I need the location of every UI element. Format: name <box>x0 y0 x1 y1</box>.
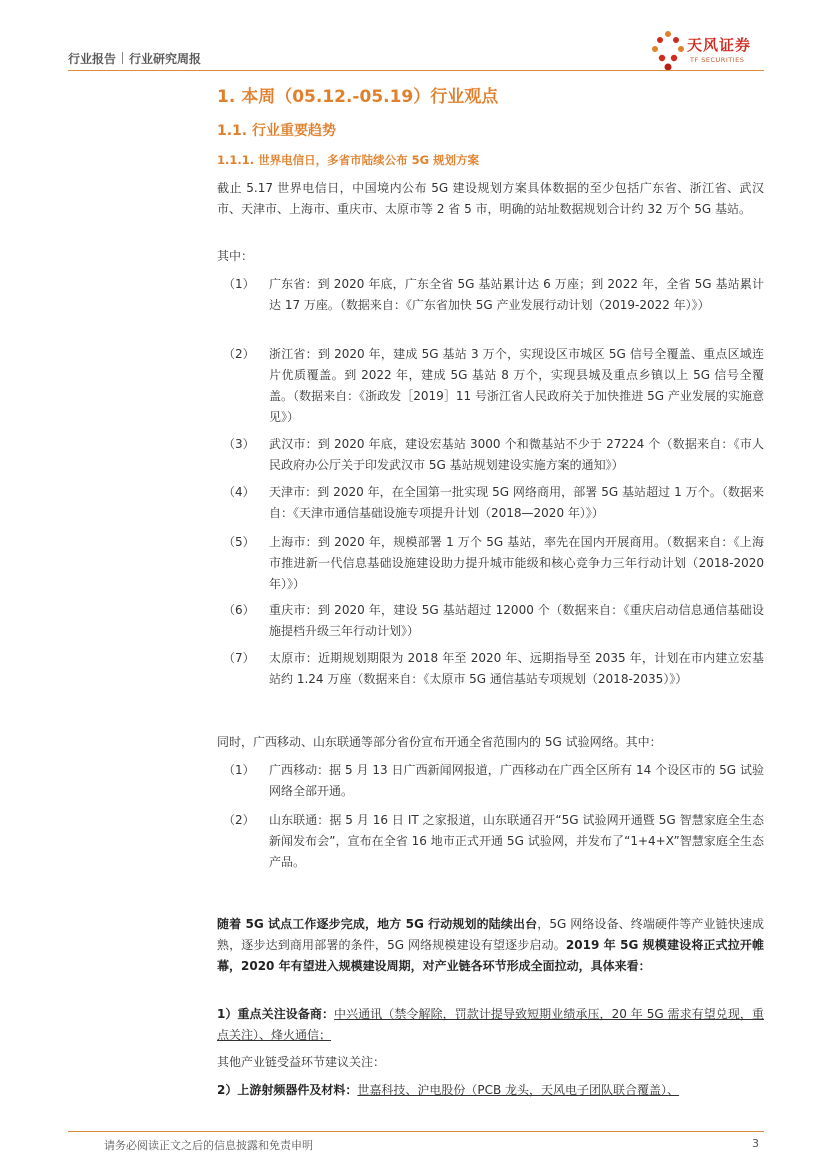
focus-label: 1）重点关注设备商： <box>217 1007 335 1021</box>
trial-intro: 同时，广西移动、山东联通等部分省份宣布开通全省范围内的 5G 试验网络。其中： <box>217 735 662 749</box>
tf-logo-icon <box>650 28 686 72</box>
other-label: 其他产业链受益环节建议关注： <box>217 1055 386 1069</box>
item-number: （6） <box>223 603 255 617</box>
focus-text: 中兴通讯（禁令解除，罚款计提导致短期业绩承压，20 年 5G 需求有望兑现，重点关注）、烽火通信； <box>217 1007 764 1042</box>
summary-normal-1: ，5G 网络设备、终端硬件等产业链快速成熟，逐步达到商用部署的条件，5G 网络规模建设有望逐步启动。 <box>217 917 764 952</box>
list-item <box>217 648 764 690</box>
item-text: 太原市：近期规划期限为 2018 年至 2020 年、远期指导至 2035 年，计划在市内建立宏基站约 1.24 万座（数据来自：《太原市 5G 通信基站专项规划（2018-2035）》） <box>269 651 764 686</box>
list-item <box>217 274 764 316</box>
list-item <box>217 532 764 595</box>
among-label: 其中： <box>217 249 254 263</box>
upstream-label: 2）上游射频器件及材料： <box>217 1083 358 1097</box>
item-text: 山东联通：据 5 月 16 日 IT 之家报道，山东联通召开“5G 试验网开通暨 5G 智慧家庭全生态新闻发布会”，宣布在全省 16 地市正式开通 5G 试验网，并发布了“1+4+X”智慧家庭全生态产品。 <box>269 813 764 869</box>
item-text: 武汉市：到 2020 年底，建设宏基站 3000 个和微基站不少于 27224 个（数据来自：《市人民政府办公厅关于印发武汉市 5G 基站规划建设实施方案的通知》） <box>269 437 764 472</box>
item-number: （2） <box>223 813 255 827</box>
footer-disclaimer: 请务必阅读正文之后的信息披露和免责申明 <box>104 1139 313 1152</box>
item-text: 上海市：到 2020 年，规模部署 1 万个 5G 基站，率先在国内开展商用。（数据来自：《上海市推进新一代信息基础设施建设助力提升城市能级和核心竞争力三年行动计划（2018-2020 年）》） <box>269 535 764 591</box>
list-item <box>217 600 764 642</box>
upstream-text: 世嘉科技、沪电股份（PCB 龙头，天风电子团队联合覆盖）、 <box>357 1083 680 1097</box>
item-number: （1） <box>223 763 255 777</box>
item-number: （2） <box>223 347 255 361</box>
tf-securities-logo <box>650 28 770 74</box>
item-text: 重庆市：到 2020 年，建设 5G 基站超过 12000 个（数据来自：《重庆启动信息通信基础设施提档升级三年行动计划》） <box>269 603 764 638</box>
list-item <box>217 434 764 476</box>
item-text: 广西移动：据 5 月 13 日广西新闻网报道，广西移动在广西全区所有 14 个设区市的 5G 试验网络全部开通。 <box>269 763 764 798</box>
item-text: 浙江省：到 2020 年，建成 5G 基站 3 万个，实现设区市城区 5G 信号全覆盖、重点区域连片优质覆盖。到 2022 年，建成 5G 基站 8 万个，实现县城及重点乡镇以上 5G 信号全覆盖。（数据来自：《浙政发［2019］11 号浙江省人民政府关于加快推进 5G 产业发展的实施意见》） <box>269 347 764 424</box>
list-item <box>217 760 764 802</box>
header-rule <box>68 70 764 71</box>
logo-text-en: TF SECURITIES <box>690 56 745 64</box>
summary-paragraph <box>217 914 764 977</box>
page-number: 3 <box>752 1137 759 1150</box>
item-number: （7） <box>223 651 255 665</box>
list-item <box>217 344 764 428</box>
footer-rule <box>68 1131 764 1132</box>
section-heading-3: 1.1.1. 世界电信日，多省市陆续公布 5G 规划方案 <box>217 153 480 167</box>
item-text: 天津市：到 2020 年，在全国第一批实现 5G 网络商用，部署 5G 基站超过 1 万个。（数据来自：《天津市通信基础设施专项提升计划（2018—2020 年）》） <box>269 485 764 520</box>
summary-bold-2: 2019 年 5G 规模建设将正式拉开帷幕，2020 年有望进入规模建设周期，对产业链各环节形成全面拉动，具体来看： <box>217 938 764 973</box>
item-number: （3） <box>223 437 255 451</box>
item-number: （5） <box>223 535 255 549</box>
list-item <box>217 482 764 524</box>
logo-text-cn: 天风证券 <box>687 36 752 54</box>
report-category <box>68 50 201 67</box>
subcategory-label: 行业研究周报 <box>129 52 202 66</box>
focus-paragraph <box>217 1004 764 1046</box>
summary-bold-1: 随着 5G 试点工作逐步完成，地方 5G 行动规划的陆续出台 <box>217 917 538 931</box>
section-heading-1: 1. 本周（05.12.-05.19）行业观点 <box>217 87 499 107</box>
upstream-paragraph <box>217 1080 764 1101</box>
list-item <box>217 810 764 873</box>
header-separator <box>122 52 123 64</box>
category-label: 行业报告 <box>68 52 117 66</box>
section-heading-2: 1.1. 行业重要趋势 <box>217 123 336 139</box>
item-number: （4） <box>223 485 255 499</box>
item-text: 广东省：到 2020 年底，广东全省 5G 基站累计达 6 万座；到 2022 年，全省 5G 基站累计达 17 万座。（数据来自：《广东省加快 5G 产业发展行动计划（2019-2022 年）》） <box>269 277 764 312</box>
item-number: （1） <box>223 277 255 291</box>
intro-paragraph: 截止 5.17 世界电信日，中国境内公布 5G 建设规划方案具体数据的至少包括广东省、浙江省、武汉市、天津市、上海市、重庆市、太原市等 2 省 5 市，明确的站址数据规划合计约 32 万个 5G 基站。 <box>217 181 764 216</box>
